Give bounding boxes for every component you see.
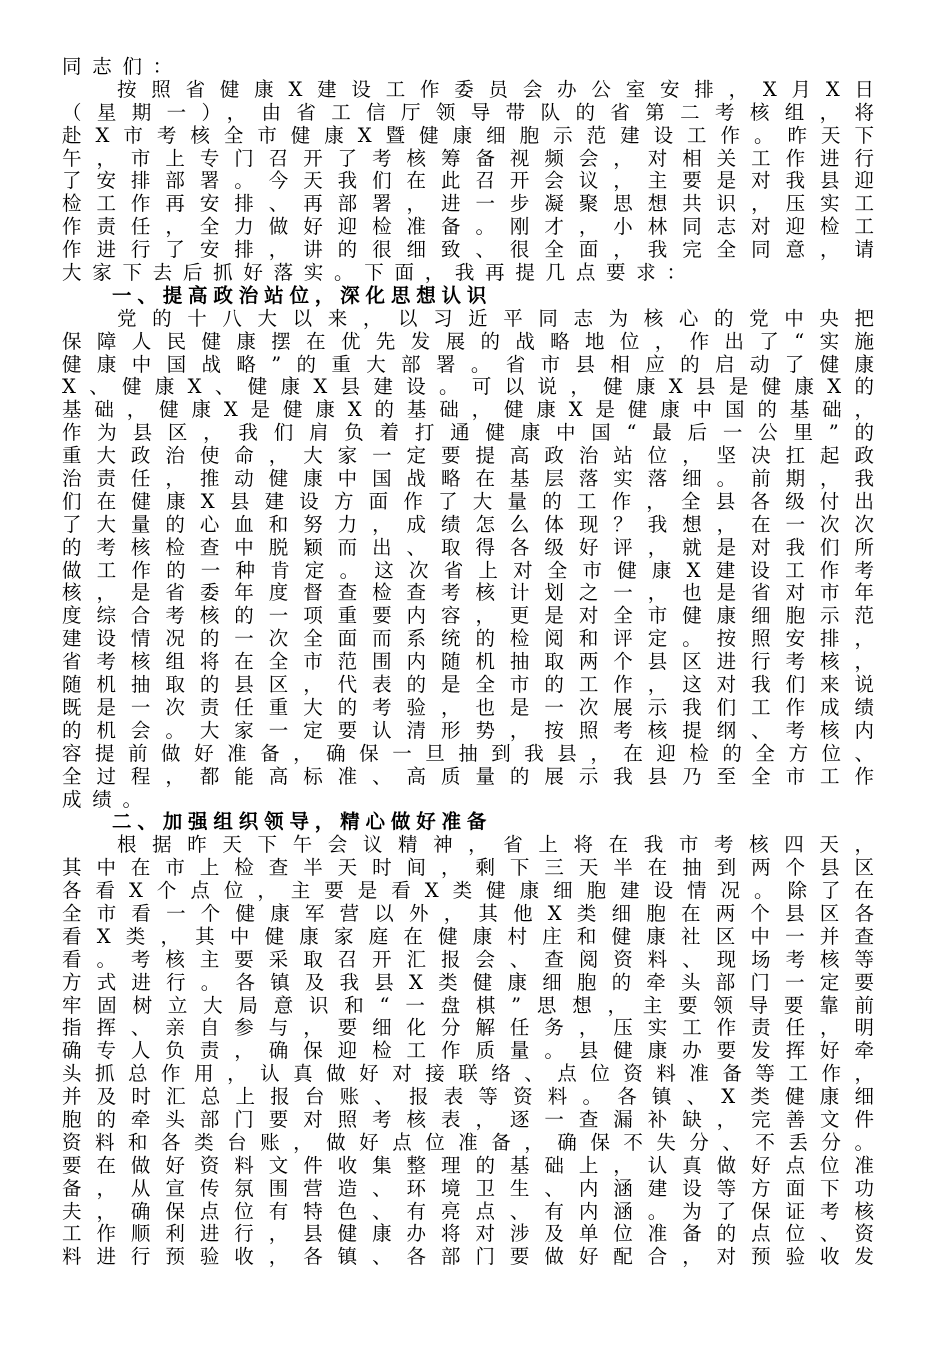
section-heading-1: 一、提高政治站位，深化思想认识 <box>112 283 493 307</box>
paragraph-line: 既是一次责任重大的考验，也是一次展示我们工作成绩 <box>62 695 874 719</box>
paragraph-line: 指挥、亲自参与，要细化分解任务，压实工作责任，明 <box>62 1016 874 1040</box>
paragraph-line: 大家下去后抓好落实。下面，我再提几点要求： <box>62 261 697 285</box>
paragraph-line: （星期一），由省工信厅领导带队的省第二考核组，将 <box>62 100 874 124</box>
paragraph-line: 午，市上专门召开了考核筹备视频会，对相关工作进行 <box>62 146 874 170</box>
paragraph-line: 作责任，全力做好迎检准备。刚才，小林同志对迎检工 <box>62 215 874 239</box>
paragraph-line: 治责任，推动健康中国战略在基层落实落细。前期，我 <box>62 467 874 491</box>
paragraph-line: 备，从宣传氛围营造、环境卫生、内涵建设等方面下功 <box>62 1176 874 1200</box>
paragraph-line: 保障人民健康摆在优先发展的战略地位，作出了“实施 <box>62 329 874 353</box>
paragraph-line: 的考核检查中脱颖而出、取得各级好评，就是对我们所 <box>62 535 874 559</box>
paragraph-line: 全市看一个健康军营以外，其他X类细胞在两个县区各 <box>62 901 874 925</box>
paragraph-line: 重大政治使命，大家一定要提高政治站位，坚决扛起政 <box>62 444 874 468</box>
paragraph-line: 基础，健康X是健康X的基础，健康X是健康中国的基础， <box>62 398 874 422</box>
paragraph-line: 的机会。大家一定要认清形势，按照考核提纲、考核内 <box>62 718 874 742</box>
paragraph-line: 牢固树立大局意识和“一盘棋”思想，主要领导要靠前 <box>62 993 874 1017</box>
paragraph-line: 其中在市上检查半天时间，剩下三天半在抽到两个县区 <box>62 856 874 880</box>
paragraph-line: 度综合考核的一项重要内容，更是对全市健康细胞示范 <box>62 604 874 628</box>
paragraph-line: 根据昨天下午会议精神，省上将在我市考核四天， <box>117 833 874 857</box>
paragraph-line: 并及时汇总上报台账、报表等资料。各镇、X类健康细 <box>62 1085 874 1109</box>
section-heading-2: 二、加强组织领导，精心做好准备 <box>112 810 493 834</box>
paragraph-line: 检工作再安排、再部署，进一步凝聚思想共识，压实工 <box>62 192 874 216</box>
paragraph-line: 健康中国战略”的重大部署。省市县相应的启动了健康 <box>62 352 874 376</box>
paragraph-line: 了大量的心血和努力，成绩怎么体现？我想，在一次次 <box>62 512 874 536</box>
paragraph-line: 头抓总作用，认真做好对接联络、点位资料准备等工作， <box>62 1062 874 1086</box>
salutation: 同志们： <box>62 55 183 78</box>
paragraph-line: 工作顺利进行，县健康办将对涉及单位准备的点位、资 <box>62 1222 874 1246</box>
paragraph-line: 各看X个点位，主要是看X类健康细胞建设情况。除了在 <box>62 879 874 903</box>
paragraph-line: 看。考核主要采取召开汇报会、查阅资料、现场考核等 <box>62 947 874 971</box>
paragraph-line: 做工作的一种肯定。这次省上对全市健康X建设工作考 <box>62 558 874 582</box>
paragraph-line: 党的十八大以来，以习近平同志为核心的党中央把 <box>117 306 874 330</box>
paragraph-line: 料进行预验收，各镇、各部门要做好配合，对预验收发 <box>62 1245 874 1269</box>
paragraph-line: 核，是省委年度督查检查考核计划之一，也是省对市年 <box>62 581 874 605</box>
paragraph-line: 赴X市考核全市健康X暨健康细胞示范建设工作。昨天下 <box>62 123 874 147</box>
paragraph-line: X、健康X、健康X县建设。可以说，健康X县是健康X的 <box>62 375 874 399</box>
paragraph-line: 成绩。 <box>62 787 153 811</box>
paragraph-line: 资料和各类台账，做好点位准备，确保不失分、不丢分。 <box>62 1130 874 1154</box>
paragraph-line: 看X类，其中健康家庭在健康村庄和健康社区中一并查 <box>62 924 874 948</box>
paragraph-line: 确专人负责，确保迎检工作质量。县健康办要发挥好牵 <box>62 1039 874 1063</box>
paragraph-line: 按照省健康X建设工作委员会办公室安排，X月X日 <box>117 77 874 101</box>
paragraph-line: 容提前做好准备，确保一旦抽到我县，在迎检的全方位、 <box>62 741 874 765</box>
paragraph-line: 省考核组将在全市范围内随机抽取两个县区进行考核， <box>62 650 874 674</box>
paragraph-line: 要在做好资料文件收集整理的基础上，认真做好点位准 <box>62 1153 874 1177</box>
paragraph-line: 胞的牵头部门要对照考核表，逐一查漏补缺，完善文件 <box>62 1107 874 1131</box>
paragraph-line: 作为县区，我们肩负着打通健康中国“最后一公里”的 <box>62 421 874 445</box>
paragraph-line: 随机抽取的县区，代表的是全市的工作，这对我们来说 <box>62 673 874 697</box>
document-body <box>62 56 874 1269</box>
paragraph-line: 们在健康X县建设方面作了大量的工作，全县各级付出 <box>62 489 874 513</box>
paragraph-line: 建设情况的一次全面而系统的检阅和评定。按照安排， <box>62 627 874 651</box>
paragraph-line: 夫，确保点位有特色、有亮点、有内涵。为了保证考核 <box>62 1199 874 1223</box>
paragraph-line: 方式进行。各镇及我县X类健康细胞的牵头部门一定要 <box>62 970 874 994</box>
paragraph-line: 作进行了安排，讲的很细致、很全面，我完全同意，请 <box>62 238 874 262</box>
paragraph-line: 了安排部署。今天我们在此召开会议，主要是对我县迎 <box>62 169 874 193</box>
paragraph-line: 全过程，都能高标准、高质量的展示我县乃至全市工作 <box>62 764 874 788</box>
